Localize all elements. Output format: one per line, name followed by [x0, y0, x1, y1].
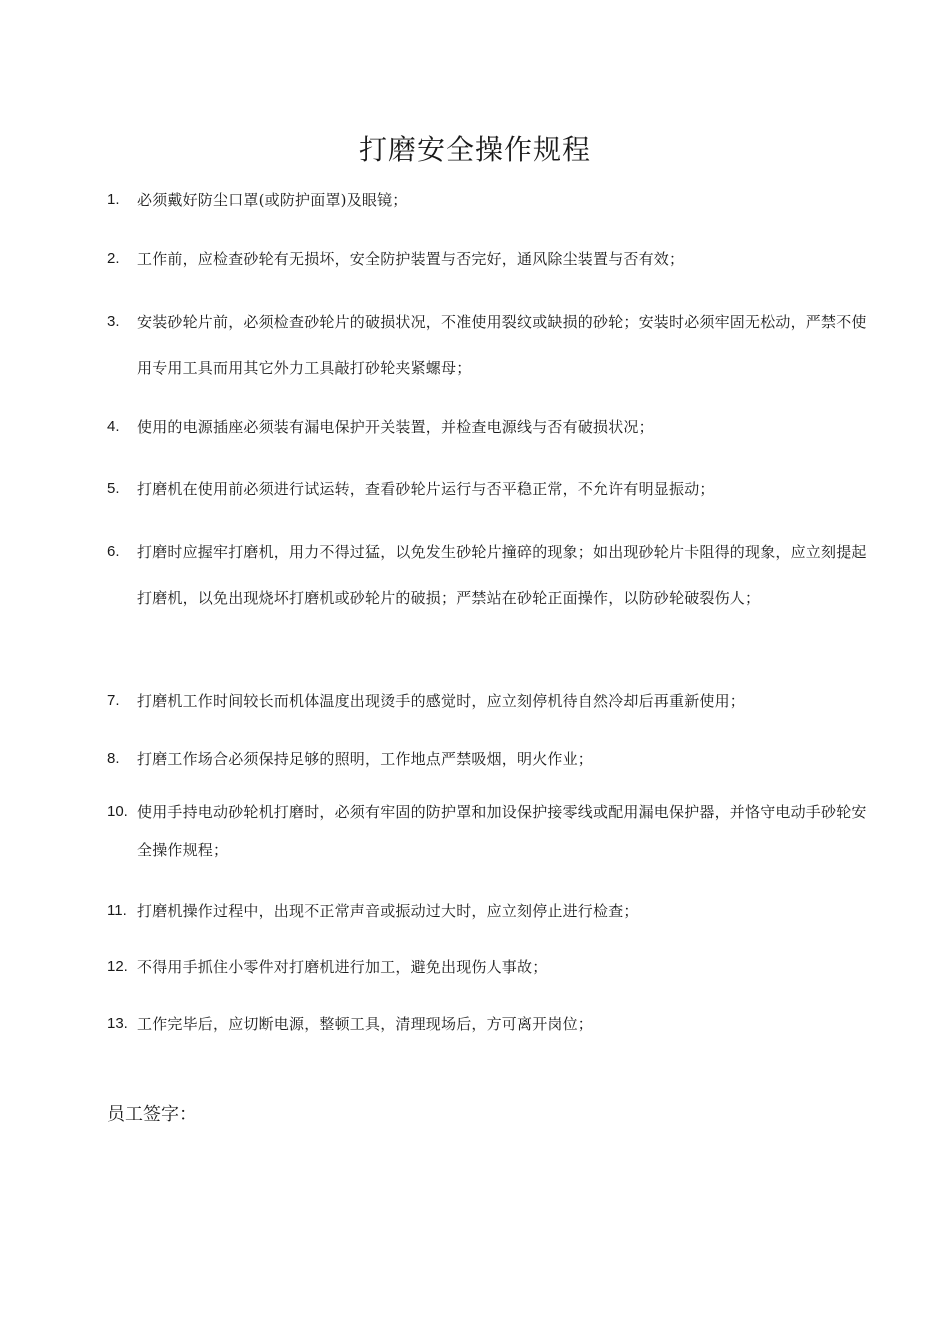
- item-text: 工作完毕后，应切断电源，整顿工具，清理现场后，方可离开岗位；: [137, 1015, 594, 1033]
- item-number: 8.: [107, 750, 120, 767]
- item-text: 必须戴好防尘口罩(或防护面罩)及眼镜；: [137, 191, 408, 209]
- list-item: [107, 736, 867, 782]
- item-text: 使用手持电动砂轮机打磨时，必须有牢固的防护罩和加设保护接零线或配用漏电保护器，并恪守电动手砂轮安全操作规程；: [137, 803, 867, 859]
- item-number: 7.: [107, 692, 120, 709]
- item-number: 6.: [107, 543, 120, 560]
- item-number: 2.: [107, 250, 120, 267]
- item-text: 使用的电源插座必须装有漏电保护开关装置，并检查电源线与否有破损状况；: [137, 418, 654, 436]
- item-text: 打磨机操作过程中，出现不正常声音或振动过大时，应立刻停止进行检查；: [137, 902, 639, 920]
- list-item: [107, 529, 867, 621]
- item-text: 打磨机在使用前必须进行试运转，查看砂轮片运行与否平稳正常，不允许有明显振动；: [137, 480, 715, 498]
- item-number: 5.: [107, 480, 120, 497]
- item-number: 10.: [107, 803, 128, 820]
- list-item: [107, 177, 867, 223]
- list-item: [107, 1001, 867, 1047]
- item-number: 4.: [107, 418, 120, 435]
- item-text: 打磨时应握牢打磨机，用力不得过猛，以免发生砂轮片撞碎的现象；如出现砂轮片卡阻得的现象，应立刻提起打磨机，以免出现烧坏打磨机或砂轮片的破损；严禁站在砂轮正面操作，以防砂轮破裂伤人；: [137, 543, 867, 607]
- list-item: [107, 466, 867, 512]
- item-number: 1.: [107, 191, 120, 208]
- item-number: 3.: [107, 313, 120, 330]
- item-number: 12.: [107, 958, 128, 975]
- item-number: 11.: [107, 902, 127, 919]
- item-number: 13.: [107, 1015, 128, 1032]
- list-item: [107, 678, 867, 724]
- signature-label: 员工签字：: [107, 1104, 197, 1125]
- list-item: [107, 236, 867, 282]
- item-text: 打磨机工作时间较长而机体温度出现烫手的感觉时，应立刻停机待自然冷却后再重新使用；: [137, 692, 746, 710]
- page-title: 打磨安全操作规程: [358, 133, 591, 166]
- list-item: [107, 404, 867, 450]
- list-item: [107, 299, 867, 391]
- list-item: [107, 888, 867, 934]
- item-text: 安装砂轮片前，必须检查砂轮片的破损状况，不准使用裂纹或缺损的砂轮；安装时必须牢固无松动，严禁不使用专用工具而用其它外力工具敲打砂轮夹紧螺母；: [137, 313, 867, 377]
- item-text: 工作前，应检查砂轮有无损坏，安全防护装置与否完好，通风除尘装置与否有效；: [137, 250, 685, 268]
- list-item: [107, 944, 867, 990]
- item-text: 不得用手抓住小零件对打磨机进行加工，避免出现伤人事故；: [137, 958, 548, 976]
- item-text: 打磨工作场合必须保持足够的照明，工作地点严禁吸烟，明火作业；: [137, 750, 594, 768]
- list-item: [107, 793, 867, 869]
